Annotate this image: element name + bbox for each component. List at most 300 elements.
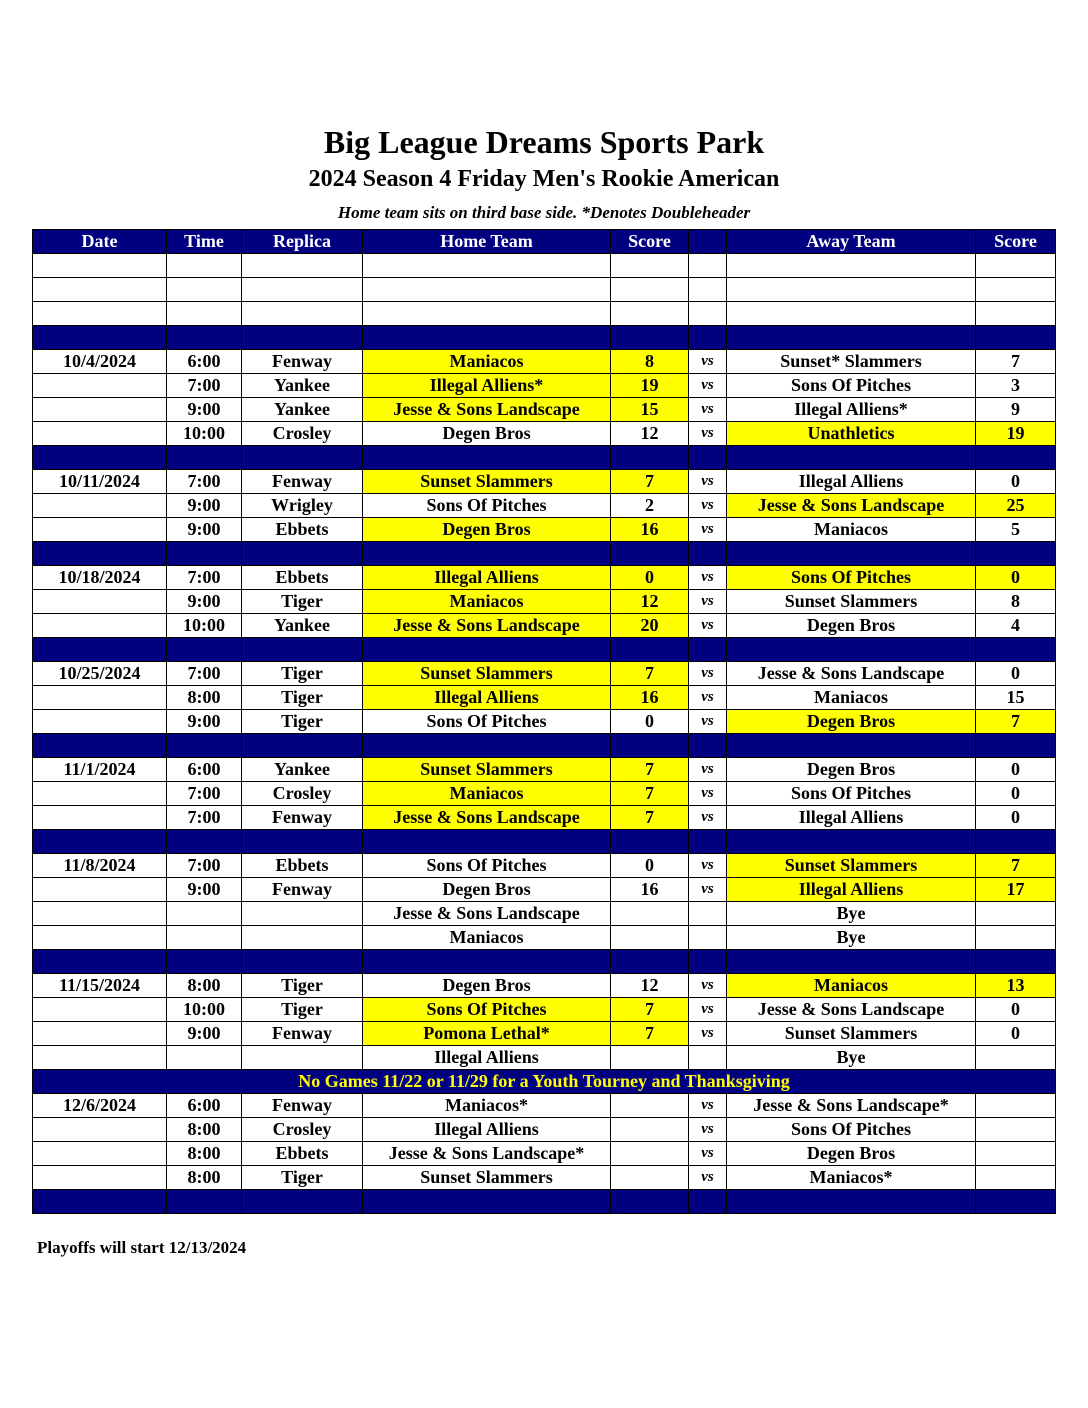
blank-cell bbox=[363, 254, 611, 278]
field-cell: Wrigley bbox=[242, 494, 363, 518]
vs-cell: vs bbox=[689, 758, 727, 782]
separator-cell bbox=[611, 638, 689, 662]
time-cell: 7:00 bbox=[167, 470, 242, 494]
separator-cell bbox=[363, 734, 611, 758]
col-header-vs bbox=[689, 230, 727, 254]
date-cell bbox=[33, 590, 167, 614]
away-score-cell: 15 bbox=[976, 686, 1056, 710]
vs-cell: vs bbox=[689, 878, 727, 902]
away-score-cell: 0 bbox=[976, 1022, 1056, 1046]
col-header-away-score: Score bbox=[976, 230, 1056, 254]
time-cell: 8:00 bbox=[167, 974, 242, 998]
away-score-cell: 7 bbox=[976, 854, 1056, 878]
away-score-cell: 9 bbox=[976, 398, 1056, 422]
separator-cell bbox=[363, 638, 611, 662]
field-cell: Tiger bbox=[242, 1166, 363, 1190]
home-team-cell: Illegal Alliens bbox=[363, 1046, 611, 1070]
separator-row bbox=[33, 830, 1056, 854]
home-score-cell bbox=[611, 1142, 689, 1166]
vs-cell: vs bbox=[689, 782, 727, 806]
separator-row bbox=[33, 446, 1056, 470]
home-score-cell: 0 bbox=[611, 566, 689, 590]
footer-note: Playoffs will start 12/13/2024 bbox=[37, 1238, 247, 1257]
away-team-cell: Jesse & Sons Landscape bbox=[727, 998, 976, 1022]
date-cell: 10/25/2024 bbox=[33, 662, 167, 686]
separator-cell bbox=[976, 542, 1056, 566]
away-score-cell bbox=[976, 1118, 1056, 1142]
home-team-cell: Jesse & Sons Landscape bbox=[363, 806, 611, 830]
blank-cell bbox=[167, 302, 242, 326]
home-team-cell: Maniacos bbox=[363, 926, 611, 950]
away-team-cell: Unathletics bbox=[727, 422, 976, 446]
home-team-cell: Sunset Slammers bbox=[363, 1166, 611, 1190]
separator-cell bbox=[689, 446, 727, 470]
away-score-cell bbox=[976, 1166, 1056, 1190]
date-cell bbox=[33, 1022, 167, 1046]
home-score-cell: 0 bbox=[611, 854, 689, 878]
field-cell: Fenway bbox=[242, 806, 363, 830]
separator-cell bbox=[727, 1190, 976, 1214]
date-cell bbox=[33, 782, 167, 806]
home-team-cell: Degen Bros bbox=[363, 422, 611, 446]
time-cell: 7:00 bbox=[167, 374, 242, 398]
time-cell: 9:00 bbox=[167, 398, 242, 422]
time-cell: 10:00 bbox=[167, 422, 242, 446]
separator-cell bbox=[727, 734, 976, 758]
home-team-cell: Sons Of Pitches bbox=[363, 854, 611, 878]
vs-cell: vs bbox=[689, 1094, 727, 1118]
away-team-cell: Sons Of Pitches bbox=[727, 566, 976, 590]
home-score-cell: 7 bbox=[611, 1022, 689, 1046]
field-cell: Tiger bbox=[242, 974, 363, 998]
game-row bbox=[33, 1142, 1056, 1166]
time-cell: 7:00 bbox=[167, 854, 242, 878]
date-cell: 11/8/2024 bbox=[33, 854, 167, 878]
blank-cell bbox=[689, 278, 727, 302]
field-cell: Yankee bbox=[242, 398, 363, 422]
time-cell: 7:00 bbox=[167, 782, 242, 806]
col-header-date: Date bbox=[33, 230, 167, 254]
separator-cell bbox=[33, 950, 167, 974]
blank-cell bbox=[33, 254, 167, 278]
home-score-cell bbox=[611, 1046, 689, 1070]
away-team-cell: Maniacos bbox=[727, 974, 976, 998]
blank-cell bbox=[611, 254, 689, 278]
separator-cell bbox=[167, 542, 242, 566]
blank-cell bbox=[976, 302, 1056, 326]
vs-cell: vs bbox=[689, 494, 727, 518]
game-row bbox=[33, 566, 1056, 590]
blank-cell bbox=[242, 278, 363, 302]
home-score-cell: 7 bbox=[611, 782, 689, 806]
home-score-cell: 7 bbox=[611, 470, 689, 494]
time-cell: 8:00 bbox=[167, 686, 242, 710]
vs-cell: vs bbox=[689, 350, 727, 374]
time-cell: 7:00 bbox=[167, 806, 242, 830]
away-score-cell: 7 bbox=[976, 350, 1056, 374]
date-cell: 11/15/2024 bbox=[33, 974, 167, 998]
date-cell bbox=[33, 926, 167, 950]
vs-cell: vs bbox=[689, 1142, 727, 1166]
away-team-cell: Sunset Slammers bbox=[727, 590, 976, 614]
game-row bbox=[33, 998, 1056, 1022]
home-score-cell: 8 bbox=[611, 350, 689, 374]
vs-cell: vs bbox=[689, 374, 727, 398]
game-row bbox=[33, 806, 1056, 830]
blank-cell bbox=[363, 278, 611, 302]
separator-cell bbox=[242, 950, 363, 974]
game-row bbox=[33, 494, 1056, 518]
game-row bbox=[33, 926, 1056, 950]
field-cell: Yankee bbox=[242, 614, 363, 638]
away-score-cell: 0 bbox=[976, 758, 1056, 782]
game-row bbox=[33, 1046, 1056, 1070]
home-score-cell: 12 bbox=[611, 974, 689, 998]
vs-cell: vs bbox=[689, 518, 727, 542]
field-cell: Fenway bbox=[242, 470, 363, 494]
field-cell: Ebbets bbox=[242, 1142, 363, 1166]
home-team-cell: Jesse & Sons Landscape bbox=[363, 614, 611, 638]
field-cell: Yankee bbox=[242, 758, 363, 782]
field-cell bbox=[242, 926, 363, 950]
away-score-cell: 25 bbox=[976, 494, 1056, 518]
field-cell: Ebbets bbox=[242, 518, 363, 542]
vs-cell: vs bbox=[689, 566, 727, 590]
time-cell: 9:00 bbox=[167, 878, 242, 902]
away-score-cell: 3 bbox=[976, 374, 1056, 398]
time-cell bbox=[167, 902, 242, 926]
away-team-cell: Illegal Alliens bbox=[727, 878, 976, 902]
separator-cell bbox=[976, 326, 1056, 350]
date-cell: 12/6/2024 bbox=[33, 1094, 167, 1118]
separator-cell bbox=[689, 950, 727, 974]
separator-cell bbox=[167, 950, 242, 974]
away-score-cell: 17 bbox=[976, 878, 1056, 902]
vs-cell bbox=[689, 926, 727, 950]
blank-cell bbox=[611, 302, 689, 326]
home-team-cell: Maniacos bbox=[363, 350, 611, 374]
separator-cell bbox=[33, 734, 167, 758]
home-team-cell: Sons Of Pitches bbox=[363, 998, 611, 1022]
home-team-cell: Pomona Lethal* bbox=[363, 1022, 611, 1046]
blank-row bbox=[33, 302, 1056, 326]
field-cell: Tiger bbox=[242, 662, 363, 686]
time-cell: 10:00 bbox=[167, 998, 242, 1022]
home-score-cell: 16 bbox=[611, 686, 689, 710]
schedule-body bbox=[33, 254, 1056, 1214]
time-cell bbox=[167, 1046, 242, 1070]
away-score-cell: 19 bbox=[976, 422, 1056, 446]
away-team-cell: Jesse & Sons Landscape bbox=[727, 494, 976, 518]
vs-cell: vs bbox=[689, 686, 727, 710]
blank-cell bbox=[242, 302, 363, 326]
home-score-cell: 19 bbox=[611, 374, 689, 398]
vs-cell: vs bbox=[689, 1166, 727, 1190]
vs-cell: vs bbox=[689, 710, 727, 734]
home-team-cell: Sunset Slammers bbox=[363, 662, 611, 686]
date-cell bbox=[33, 374, 167, 398]
separator-cell bbox=[727, 950, 976, 974]
separator-cell bbox=[727, 446, 976, 470]
blank-cell bbox=[33, 302, 167, 326]
vs-cell: vs bbox=[689, 470, 727, 494]
date-cell bbox=[33, 686, 167, 710]
home-team-cell: Jesse & Sons Landscape bbox=[363, 398, 611, 422]
separator-cell bbox=[611, 326, 689, 350]
separator-cell bbox=[363, 950, 611, 974]
game-row bbox=[33, 398, 1056, 422]
separator-cell bbox=[689, 734, 727, 758]
away-score-cell: 0 bbox=[976, 998, 1056, 1022]
away-team-cell: Jesse & Sons Landscape* bbox=[727, 1094, 976, 1118]
blank-cell bbox=[242, 254, 363, 278]
away-score-cell: 8 bbox=[976, 590, 1056, 614]
separator-cell bbox=[727, 542, 976, 566]
vs-cell: vs bbox=[689, 998, 727, 1022]
away-team-cell: Bye bbox=[727, 1046, 976, 1070]
time-cell: 8:00 bbox=[167, 1142, 242, 1166]
date-cell bbox=[33, 806, 167, 830]
separator-cell bbox=[363, 542, 611, 566]
game-row bbox=[33, 878, 1056, 902]
away-score-cell: 0 bbox=[976, 662, 1056, 686]
away-score-cell: 13 bbox=[976, 974, 1056, 998]
separator-cell bbox=[976, 1190, 1056, 1214]
date-cell bbox=[33, 1046, 167, 1070]
game-row bbox=[33, 974, 1056, 998]
separator-cell bbox=[33, 326, 167, 350]
field-cell: Tiger bbox=[242, 710, 363, 734]
vs-cell: vs bbox=[689, 614, 727, 638]
vs-cell: vs bbox=[689, 1022, 727, 1046]
game-row bbox=[33, 1118, 1056, 1142]
blank-cell bbox=[363, 302, 611, 326]
date-cell bbox=[33, 902, 167, 926]
home-score-cell: 7 bbox=[611, 758, 689, 782]
schedule-table bbox=[32, 229, 1056, 1214]
blank-cell bbox=[976, 254, 1056, 278]
time-cell: 9:00 bbox=[167, 518, 242, 542]
separator-cell bbox=[689, 542, 727, 566]
separator-cell bbox=[611, 830, 689, 854]
away-team-cell: Sons Of Pitches bbox=[727, 374, 976, 398]
away-team-cell: Jesse & Sons Landscape bbox=[727, 662, 976, 686]
separator-cell bbox=[363, 326, 611, 350]
home-score-cell: 2 bbox=[611, 494, 689, 518]
field-cell: Ebbets bbox=[242, 854, 363, 878]
separator-cell bbox=[242, 830, 363, 854]
separator-cell bbox=[33, 542, 167, 566]
vs-cell: vs bbox=[689, 1118, 727, 1142]
home-team-cell: Degen Bros bbox=[363, 518, 611, 542]
away-score-cell: 0 bbox=[976, 566, 1056, 590]
header-row bbox=[33, 230, 1056, 254]
game-row bbox=[33, 374, 1056, 398]
away-team-cell: Sons Of Pitches bbox=[727, 1118, 976, 1142]
home-team-cell: Maniacos bbox=[363, 590, 611, 614]
separator-cell bbox=[33, 1190, 167, 1214]
date-cell bbox=[33, 422, 167, 446]
separator-cell bbox=[363, 446, 611, 470]
separator-cell bbox=[611, 1190, 689, 1214]
home-score-cell: 16 bbox=[611, 518, 689, 542]
field-cell: Crosley bbox=[242, 782, 363, 806]
game-row bbox=[33, 782, 1056, 806]
home-team-cell: Illegal Alliens bbox=[363, 1118, 611, 1142]
home-score-cell bbox=[611, 1118, 689, 1142]
date-cell bbox=[33, 1118, 167, 1142]
away-team-cell: Bye bbox=[727, 902, 976, 926]
home-team-cell: Degen Bros bbox=[363, 878, 611, 902]
time-cell: 9:00 bbox=[167, 494, 242, 518]
separator-cell bbox=[611, 950, 689, 974]
blank-cell bbox=[167, 254, 242, 278]
separator-row bbox=[33, 1190, 1056, 1214]
away-team-cell: Illegal Alliens bbox=[727, 470, 976, 494]
time-cell: 8:00 bbox=[167, 1166, 242, 1190]
time-cell: 6:00 bbox=[167, 1094, 242, 1118]
away-team-cell: Bye bbox=[727, 926, 976, 950]
away-team-cell: Degen Bros bbox=[727, 710, 976, 734]
separator-cell bbox=[167, 638, 242, 662]
game-row bbox=[33, 686, 1056, 710]
game-row bbox=[33, 758, 1056, 782]
blank-row bbox=[33, 278, 1056, 302]
field-cell: Fenway bbox=[242, 1022, 363, 1046]
vs-cell: vs bbox=[689, 854, 727, 878]
game-row bbox=[33, 662, 1056, 686]
separator-cell bbox=[689, 830, 727, 854]
home-team-cell: Maniacos bbox=[363, 782, 611, 806]
time-cell: 6:00 bbox=[167, 350, 242, 374]
vs-cell: vs bbox=[689, 974, 727, 998]
separator-cell bbox=[611, 446, 689, 470]
away-score-cell bbox=[976, 902, 1056, 926]
vs-cell: vs bbox=[689, 398, 727, 422]
home-score-cell: 7 bbox=[611, 662, 689, 686]
date-cell: 10/11/2024 bbox=[33, 470, 167, 494]
away-team-cell: Sunset Slammers bbox=[727, 1022, 976, 1046]
home-team-cell: Illegal Alliens* bbox=[363, 374, 611, 398]
field-cell: Tiger bbox=[242, 590, 363, 614]
game-row bbox=[33, 710, 1056, 734]
home-score-cell bbox=[611, 1094, 689, 1118]
home-team-cell: Illegal Alliens bbox=[363, 686, 611, 710]
game-row bbox=[33, 1022, 1056, 1046]
home-team-cell: Maniacos* bbox=[363, 1094, 611, 1118]
separator-cell bbox=[976, 446, 1056, 470]
home-score-cell: 12 bbox=[611, 590, 689, 614]
separator-cell bbox=[167, 326, 242, 350]
date-cell bbox=[33, 1166, 167, 1190]
home-score-cell bbox=[611, 902, 689, 926]
separator-row bbox=[33, 950, 1056, 974]
separator-cell bbox=[976, 950, 1056, 974]
game-row bbox=[33, 614, 1056, 638]
game-row bbox=[33, 422, 1056, 446]
separator-cell bbox=[242, 734, 363, 758]
vs-cell: vs bbox=[689, 662, 727, 686]
home-team-cell: Sunset Slammers bbox=[363, 758, 611, 782]
separator-cell bbox=[976, 638, 1056, 662]
away-score-cell bbox=[976, 1094, 1056, 1118]
field-cell: Crosley bbox=[242, 422, 363, 446]
separator-cell bbox=[33, 830, 167, 854]
separator-cell bbox=[363, 830, 611, 854]
away-team-cell: Degen Bros bbox=[727, 1142, 976, 1166]
separator-cell bbox=[242, 1190, 363, 1214]
separator-cell bbox=[689, 1190, 727, 1214]
home-score-cell: 7 bbox=[611, 998, 689, 1022]
away-team-cell: Sunset Slammers bbox=[727, 854, 976, 878]
col-header-home-score: Score bbox=[611, 230, 689, 254]
away-team-cell: Degen Bros bbox=[727, 758, 976, 782]
blank-cell bbox=[727, 278, 976, 302]
notice-text: No Games 11/22 or 11/29 for a Youth Tourney and Thanksgiving bbox=[33, 1070, 1056, 1094]
home-score-cell: 15 bbox=[611, 398, 689, 422]
time-cell: 7:00 bbox=[167, 662, 242, 686]
date-cell bbox=[33, 878, 167, 902]
field-cell bbox=[242, 902, 363, 926]
home-score-cell: 7 bbox=[611, 806, 689, 830]
separator-cell bbox=[167, 446, 242, 470]
field-cell: Tiger bbox=[242, 686, 363, 710]
separator-cell bbox=[611, 734, 689, 758]
home-score-cell: 20 bbox=[611, 614, 689, 638]
page-subtitle: 2024 Season 4 Friday Men's Rookie American bbox=[308, 166, 780, 192]
away-team-cell: Maniacos bbox=[727, 686, 976, 710]
separator-cell bbox=[363, 1190, 611, 1214]
home-team-cell: Jesse & Sons Landscape bbox=[363, 902, 611, 926]
field-cell: Ebbets bbox=[242, 566, 363, 590]
time-cell bbox=[167, 926, 242, 950]
separator-cell bbox=[242, 446, 363, 470]
separator-cell bbox=[242, 542, 363, 566]
separator-cell bbox=[976, 734, 1056, 758]
separator-row bbox=[33, 734, 1056, 758]
separator-cell bbox=[976, 830, 1056, 854]
field-cell: Yankee bbox=[242, 374, 363, 398]
field-cell: Fenway bbox=[242, 1094, 363, 1118]
blank-cell bbox=[33, 278, 167, 302]
blank-cell bbox=[727, 302, 976, 326]
blank-cell bbox=[689, 302, 727, 326]
home-score-cell: 0 bbox=[611, 710, 689, 734]
field-cell: Tiger bbox=[242, 998, 363, 1022]
separator-cell bbox=[689, 638, 727, 662]
separator-cell bbox=[33, 446, 167, 470]
blank-cell bbox=[727, 254, 976, 278]
col-header-replica: Replica bbox=[242, 230, 363, 254]
field-cell: Crosley bbox=[242, 1118, 363, 1142]
time-cell: 10:00 bbox=[167, 614, 242, 638]
time-cell: 9:00 bbox=[167, 1022, 242, 1046]
game-row bbox=[33, 854, 1056, 878]
date-cell bbox=[33, 398, 167, 422]
away-score-cell: 0 bbox=[976, 470, 1056, 494]
date-cell bbox=[33, 710, 167, 734]
vs-cell: vs bbox=[689, 422, 727, 446]
date-cell bbox=[33, 1142, 167, 1166]
away-score-cell: 7 bbox=[976, 710, 1056, 734]
away-team-cell: Illegal Alliens* bbox=[727, 398, 976, 422]
home-team-cell: Sons Of Pitches bbox=[363, 494, 611, 518]
away-team-cell: Sons Of Pitches bbox=[727, 782, 976, 806]
col-header-home-team: Home Team bbox=[363, 230, 611, 254]
separator-cell bbox=[167, 1190, 242, 1214]
blank-row bbox=[33, 254, 1056, 278]
separator-cell bbox=[611, 542, 689, 566]
